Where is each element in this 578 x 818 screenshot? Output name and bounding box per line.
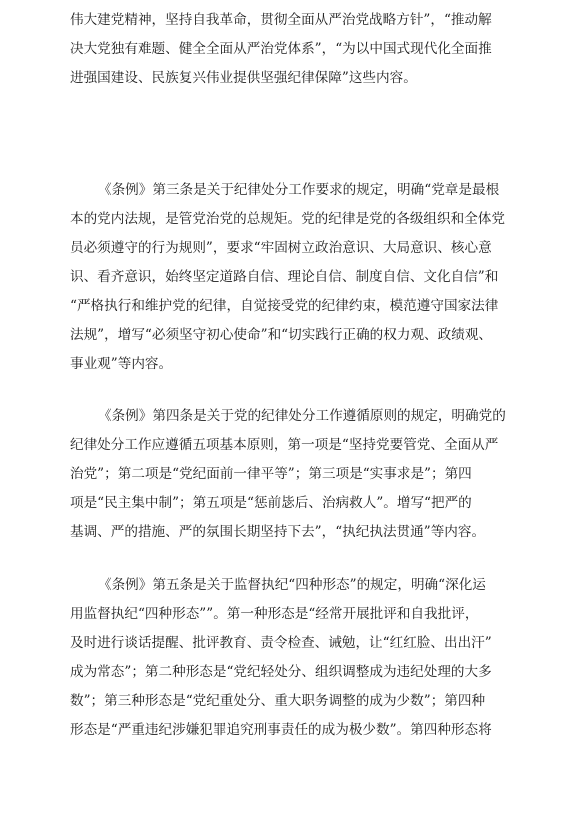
text-line: 基调、严的措施、严的氛围长期坚持下去”，“执纪执法贯通”等内容。 [70, 524, 486, 540]
text-line: 治党”；第二项是“党纪面前一律平等”；第三项是“实事求是”；第四 [70, 466, 472, 482]
text-line: 《条例》第三条是关于纪律处分工作要求的规定，明确“党章是最根 [98, 182, 500, 198]
paragraph-article-3 [70, 176, 516, 379]
text-line: 伟大建党精神，坚持自我革命，贯彻全面从严治党战略方针”，“推动解 [70, 12, 492, 28]
text-line: “严格执行和维护党的纪律，自觉接受党的纪律约束，模范遵守国家法律 [70, 298, 499, 314]
text-line: 用监督执纪“四种形态””。第一种形态是“经常开展批评和自我批评， [70, 606, 479, 622]
text-line: 员必须遵守的行为规则”，要求“牢固树立政治意识、大局意识、核心意 [70, 240, 492, 256]
paragraph-article-4 [70, 402, 516, 547]
paragraph-article-5 [70, 571, 516, 745]
text-line: 形态是“严重违纪涉嫌犯罪追究刑事责任的成为极少数”。第四种形态将 [70, 722, 492, 738]
text-line: 本的党内法规，是管党治党的总规矩。党的纪律是党的各级组织和全体党 [70, 211, 505, 227]
text-line: 法规”，增写“必须坚守初心使命”和“切实践行正确的权力观、政绩观、 [70, 327, 493, 343]
text-line: 《条例》第四条是关于党的纪律处分工作遵循原则的规定，明确党的 [98, 408, 506, 424]
text-line: 纪律处分工作应遵循五项基本原则，第一项是“坚持党要管党、全面从严 [70, 437, 499, 453]
text-line: 项是“民主集中制”；第五项是“惩前毖后、治病救人”。增写“把严的 [70, 495, 472, 511]
text-line: 《条例》第五条是关于监督执纪“四种形态”的规定，明确“深化运 [98, 577, 486, 593]
text-line: 进强国建设、民族复兴伟业提供坚强纪律保障”这些内容。 [70, 70, 417, 86]
text-line: 决大党独有难题、健全全面从严治党体系”，“为以中国式现代化全面推 [70, 41, 492, 57]
text-line: 识、看齐意识，始终坚定道路自信、理论自信、制度自信、文化自信”和 [70, 269, 499, 285]
text-line: 事业观”等内容。 [70, 356, 173, 372]
text-line: 数”；第三种形态是“党纪重处分、重大职务调整的成为少数”；第四种 [70, 693, 486, 709]
text-line: 及时进行谈话提醒、批评教育、责令检查、诫勉，让“红红脸、出出汗” [70, 635, 492, 651]
paragraph-continuation [70, 6, 516, 93]
text-line: 成为常态”；第二种形态是“党纪轻处分、组织调整成为违纪处理的大多 [70, 664, 492, 680]
